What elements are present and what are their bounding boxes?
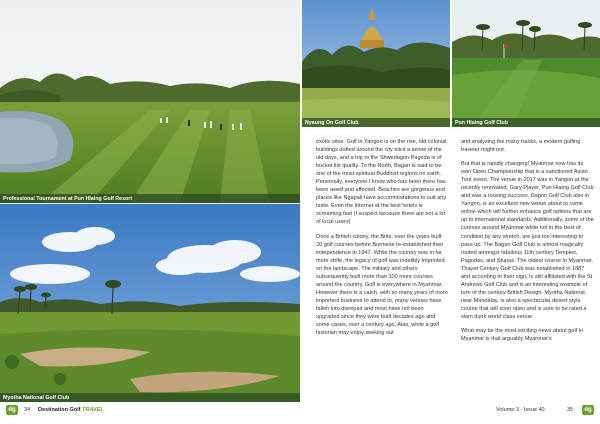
- page-number-left: 34: [24, 407, 31, 413]
- paragraph: What may be the most exciting news about golf in Myanmar is that arguably Myanmar's: [461, 328, 584, 343]
- dg-logo-icon: dg: [582, 405, 594, 415]
- paragraph: Once a British colony, the Brits, over the years built 20 golf courses before Burmese re-established their independence in 1947. While the country was in far more strife, the legacy of golf was indelibly imprinted on the landscape. The military and others subsequently built more than 100 more courses around the country. Golf is everywhere in Myanmar. However there is a catch, with so many years of more important business to attend to, many venues have fallen into disrepair and most have not been upgraded since they were built decades ago and some cases, over a century ago. Alas, while a golf historian may enjoy seeking out: [316, 233, 448, 337]
- photo-caption: Nyaung Oo Golf Club: [305, 120, 359, 126]
- paragraph: and analyzing the many tracks, a modern golfing traveler might not.: [461, 139, 581, 154]
- page-number-right: 35: [567, 407, 574, 413]
- brand-main: Destination Golf: [38, 407, 81, 413]
- tournament-photo: [0, 0, 300, 203]
- paragraph: But that is rapidly changing! Myanmar now has its own Open Championship that is a sanctioned Asian Tour event. The venue in 2017 was in Yangon at the recently renovated, Gary Player, Pun Hlaing Golf Club and was a rousing success. Dagon Golf Club also in Yangon, is an excellent new venue about to come online which will further enhance golf options that are up to international standards. Additionally, some of the courses around Myanmar while not in the best of condition by any stretch, are just too interesting to pass up. The Bagan Golf Club is almost magically routed amongst fabulous 11th century Temples, Pagodas, and Stupas. The oldest course in Myanmar, Thayet Century Golf Club was established in 1887 and according to their sign, is still affiliated with the St Andrews Golf Club and is an interesting example of turn of the century British Design. Myotha National, near Mandalay, is also a spectacular desert style course that will soon open and is sure to be rated a slam dunk world class venue.: [461, 161, 594, 320]
- photo-caption: Professional Tournament at Pun Hlaing Golf Resort: [3, 196, 133, 202]
- myotha-photo: [0, 204, 300, 402]
- brand-accent: .TRAVEL: [80, 407, 104, 413]
- text-column-right: [461, 138, 594, 349]
- text-column-middle: [316, 138, 448, 343]
- nyaung-oo-photo: [302, 0, 450, 127]
- paragraph: exotic sites. Golf in Yangon is on the rise, old colonial buildings dotted around the city elicit a sense of the old days, and a trip to the Shwedagon Pagoda is of bucket list quality. To the North, Bagan is said to be one of the most spiritual Buddhist regions on earth. Personally, everyone I know who has been there has been awed and affected. Beaches are gorgeous and places like Ngapali have accommodations to suit any taste. Even the Internet at the best hotels is screaming fast (I suspect because there are not a lot of local users): [316, 139, 447, 226]
- pun-hlaing-photo: [452, 0, 600, 127]
- magazine-brand: [38, 407, 104, 413]
- volume-issue: Volume 3 - Issue 40: [496, 407, 545, 413]
- dg-logo-icon: dg: [6, 405, 18, 415]
- photo-caption: Myotha National Golf Club: [3, 395, 70, 401]
- photo-caption: Pun Hlaing Golf Club: [455, 120, 508, 126]
- page-footer: [0, 402, 600, 424]
